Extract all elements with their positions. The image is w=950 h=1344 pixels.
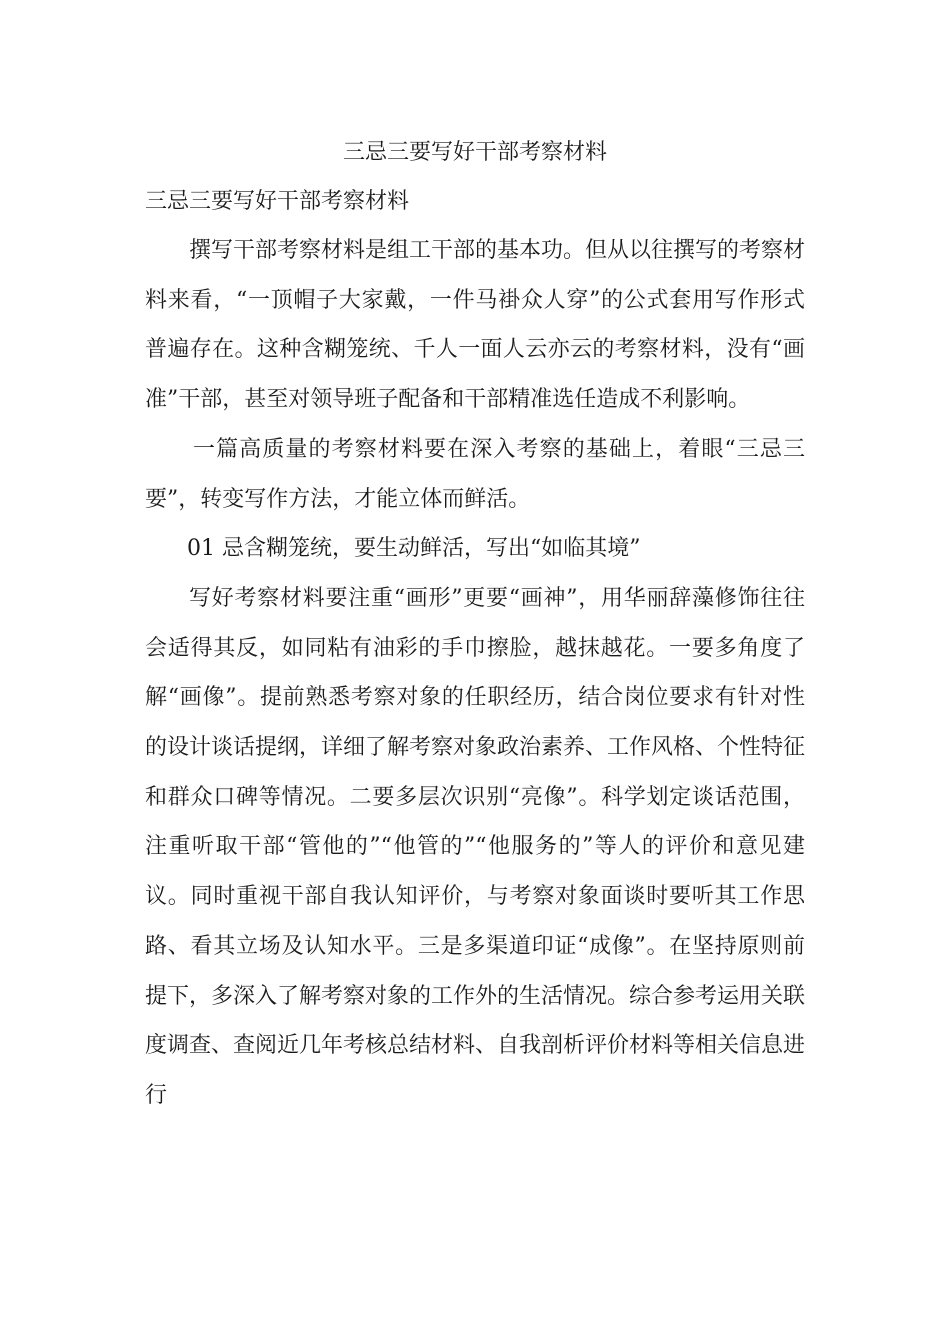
paragraph-section1-body: 写好考察材料要注重“画形”更要“画神”，用华丽辞藻修饰往往会适得其反，如同粘有油彩的手巾擦脸，越抹越花。一要多角度了解“画像”。提前熟悉考察对象的任职经历，结合岗位要求有针对性的设计谈话提纲，详细了解考察对象政治素养、工作风格、个性特征和群众口碑等情况。二要多层次识别“亮像”。科学划定谈话范围，注重听取干部“管他的”“他管的”“他服务的”等人的评价和意见建议。同时重视干部自我认知评价，与考察对象面谈时要听其工作思路、看其立场及认知水平。三是多渠道印证“成像”。在坚持原则前提下，多深入了解考察对象的工作外的生活情况。综合参考运用关联度调查、查阅近几年考核总结材料、自我剖析评价材料等相关信息进行 bbox=[145, 585, 806, 1108]
section-heading-01: 01 忌含糊笼统，要生动鲜活，写出“如临其境” bbox=[187, 536, 641, 562]
document-body bbox=[145, 226, 805, 1121]
paragraph-thesis: 一篇高质量的考察材料要在深入考察的基础上，着眼“三忌三要”，转变写作方法，才能立体而鲜活。 bbox=[145, 436, 805, 512]
document-title: 三忌三要写好干部考察材料 bbox=[342, 140, 607, 165]
document-subtitle: 三忌三要写好干部考察材料 bbox=[145, 189, 410, 214]
paragraph-intro: 撰写干部考察材料是组工干部的基本功。但从以往撰写的考察材料来看，“一顶帽子大家戴，一件马褂众人穿”的公式套用写作形式普遍存在。这种含糊笼统、千人一面人云亦云的考察材料，没有“画准”干部，甚至对领导班子配备和干部精准选任造成不利影响。 bbox=[145, 238, 806, 413]
